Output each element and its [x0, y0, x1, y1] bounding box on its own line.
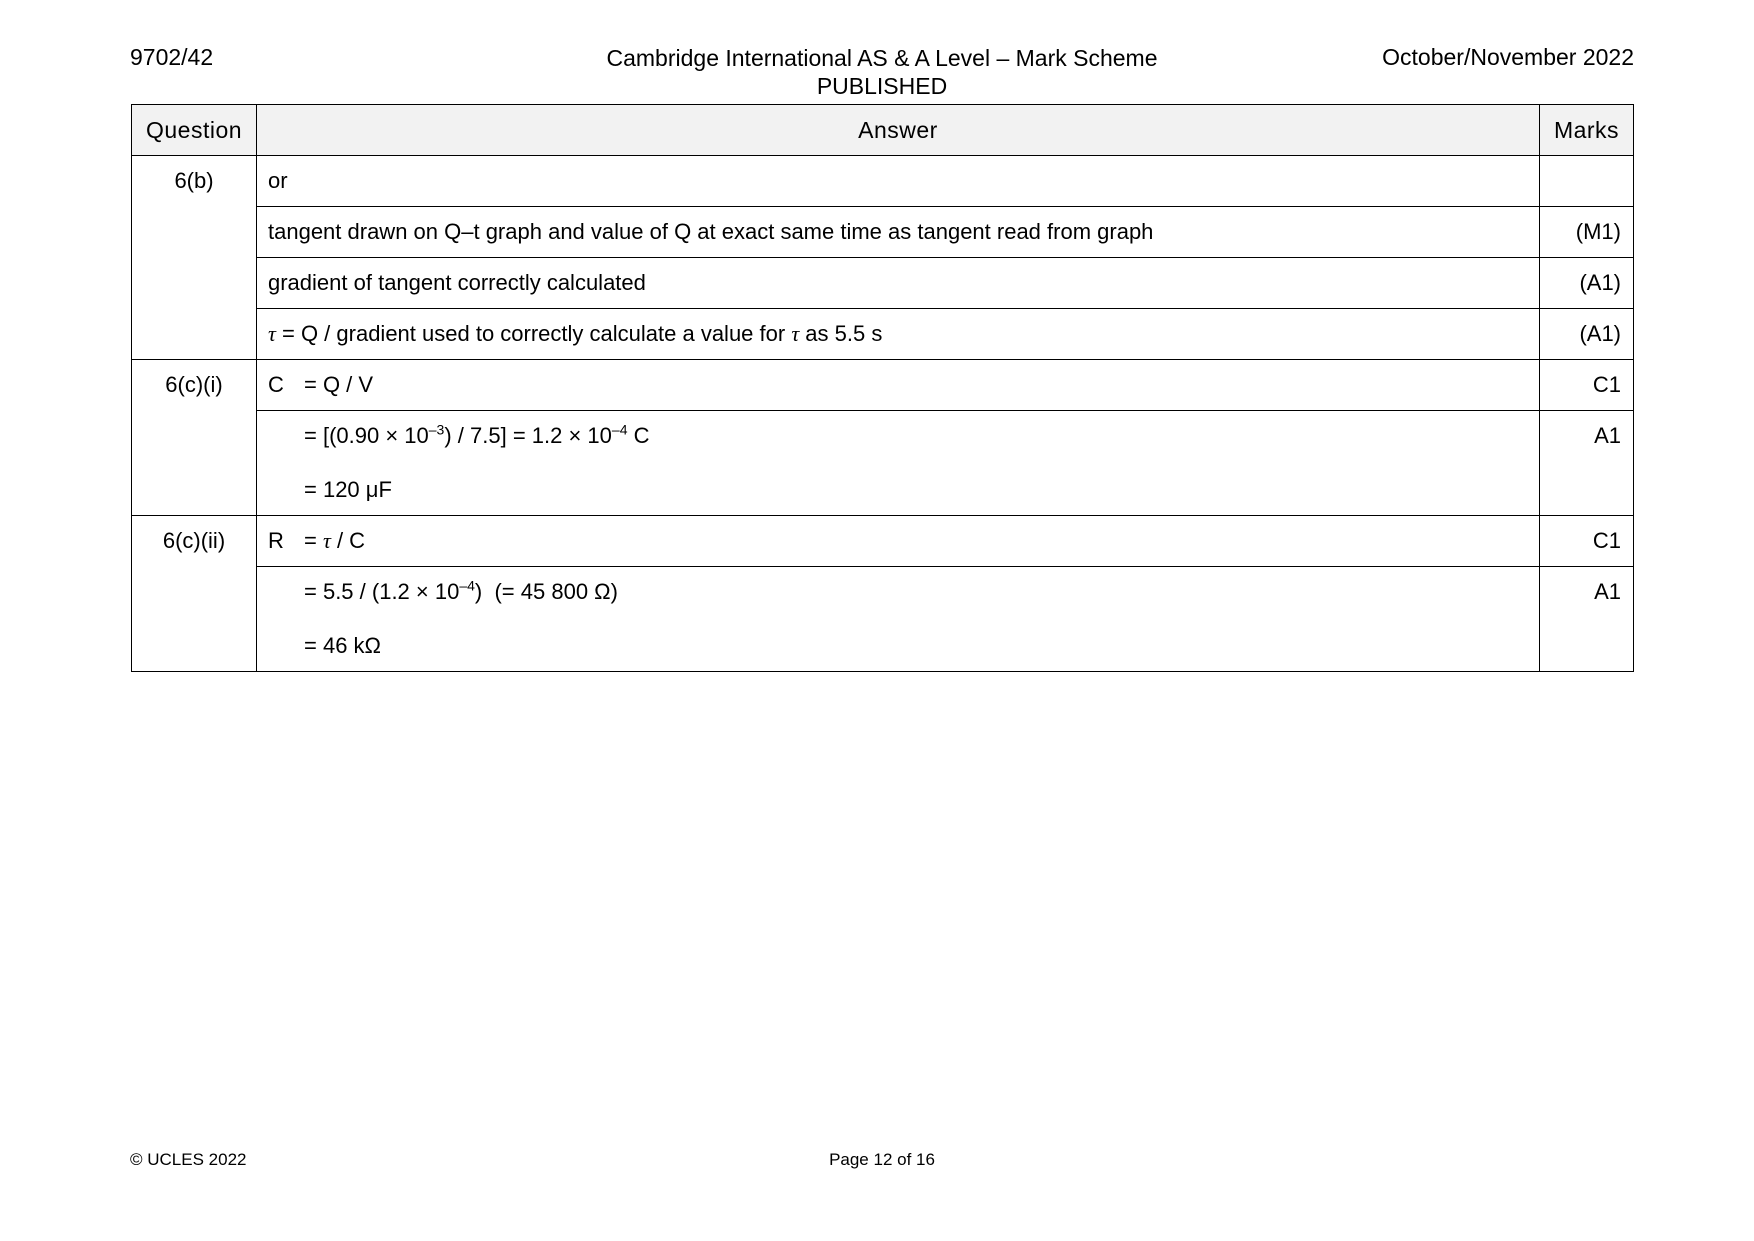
answer-cell — [257, 516, 1540, 567]
answer-cell: tangent drawn on Q–t graph and value of Q at exact same time as tangent read from graph — [257, 207, 1540, 258]
column-header-answer: Answer — [257, 105, 1540, 156]
copyright: © UCLES 2022 — [130, 1150, 247, 1169]
calc-part: ) / 7.5] = 1.2 × 10 — [444, 423, 612, 448]
tau-symbol: τ — [268, 321, 276, 346]
exam-session: October/November 2022 — [1382, 44, 1634, 70]
exponent: –3 — [428, 421, 445, 438]
table-row — [132, 567, 1634, 672]
column-header-marks: Marks — [1540, 105, 1634, 156]
table-row — [132, 258, 1634, 309]
exponent: –4 — [611, 421, 628, 438]
calculation-line — [268, 423, 1527, 449]
header-title: Cambridge International AS & A Level – Mark Scheme — [606, 45, 1158, 71]
marks-cell: (A1) — [1540, 309, 1634, 360]
marks-cell: C1 — [1540, 360, 1634, 411]
marks-cell: (A1) — [1540, 258, 1634, 309]
marks-cell: A1 — [1540, 567, 1634, 672]
result-line: = 120 μF — [304, 477, 392, 502]
mark-scheme-table — [131, 104, 1634, 672]
table-row — [132, 309, 1634, 360]
question-label-6cii: 6(c)(ii) — [132, 516, 257, 672]
question-label-6ci: 6(c)(i) — [132, 360, 257, 516]
answer-cell: gradient of tangent correctly calculated — [257, 258, 1540, 309]
table-row — [132, 516, 1634, 567]
answer-text: as 5.5 s — [799, 321, 883, 346]
answer-cell — [257, 567, 1540, 672]
question-label-6b: 6(b) — [132, 156, 257, 360]
paper-code: 9702/42 — [130, 44, 214, 70]
answer-cell — [257, 411, 1540, 516]
table-header-row — [132, 105, 1634, 156]
column-header-question: Question — [132, 105, 257, 156]
result-line: = 46 kΩ — [304, 633, 381, 658]
table-row — [132, 207, 1634, 258]
table-row — [132, 156, 1634, 207]
exponent: –4 — [459, 577, 475, 594]
calculation-line — [268, 579, 1527, 605]
calc-part: ) (= 45 800 Ω) — [474, 579, 618, 604]
page-header — [130, 42, 1634, 102]
tau-symbol: τ — [791, 321, 800, 346]
equation-symbol: R — [268, 528, 284, 553]
calc-part: = 5.5 / (1.2 × 10 — [304, 579, 460, 604]
calc-part: = [(0.90 × 10 — [304, 423, 429, 448]
marks-cell: A1 — [1540, 411, 1634, 516]
equation-symbol: C — [268, 372, 284, 397]
marks-cell: C1 — [1540, 516, 1634, 567]
marks-cell — [1540, 156, 1634, 207]
answer-cell: or — [257, 156, 1540, 207]
page-number: Page 12 of 16 — [829, 1150, 935, 1169]
table-row — [132, 360, 1634, 411]
answer-text: = Q / gradient used to correctly calculate a value for — [275, 321, 792, 346]
equation-text: / C — [330, 528, 366, 553]
header-subtitle: PUBLISHED — [816, 73, 948, 99]
tau-symbol: τ — [322, 528, 331, 553]
marks-cell: (M1) — [1540, 207, 1634, 258]
table-row — [132, 411, 1634, 516]
equation-text: = Q / V — [304, 372, 374, 397]
equation-text: = — [304, 528, 323, 553]
answer-cell — [257, 309, 1540, 360]
answer-cell — [257, 360, 1540, 411]
calc-part: C — [627, 423, 650, 448]
